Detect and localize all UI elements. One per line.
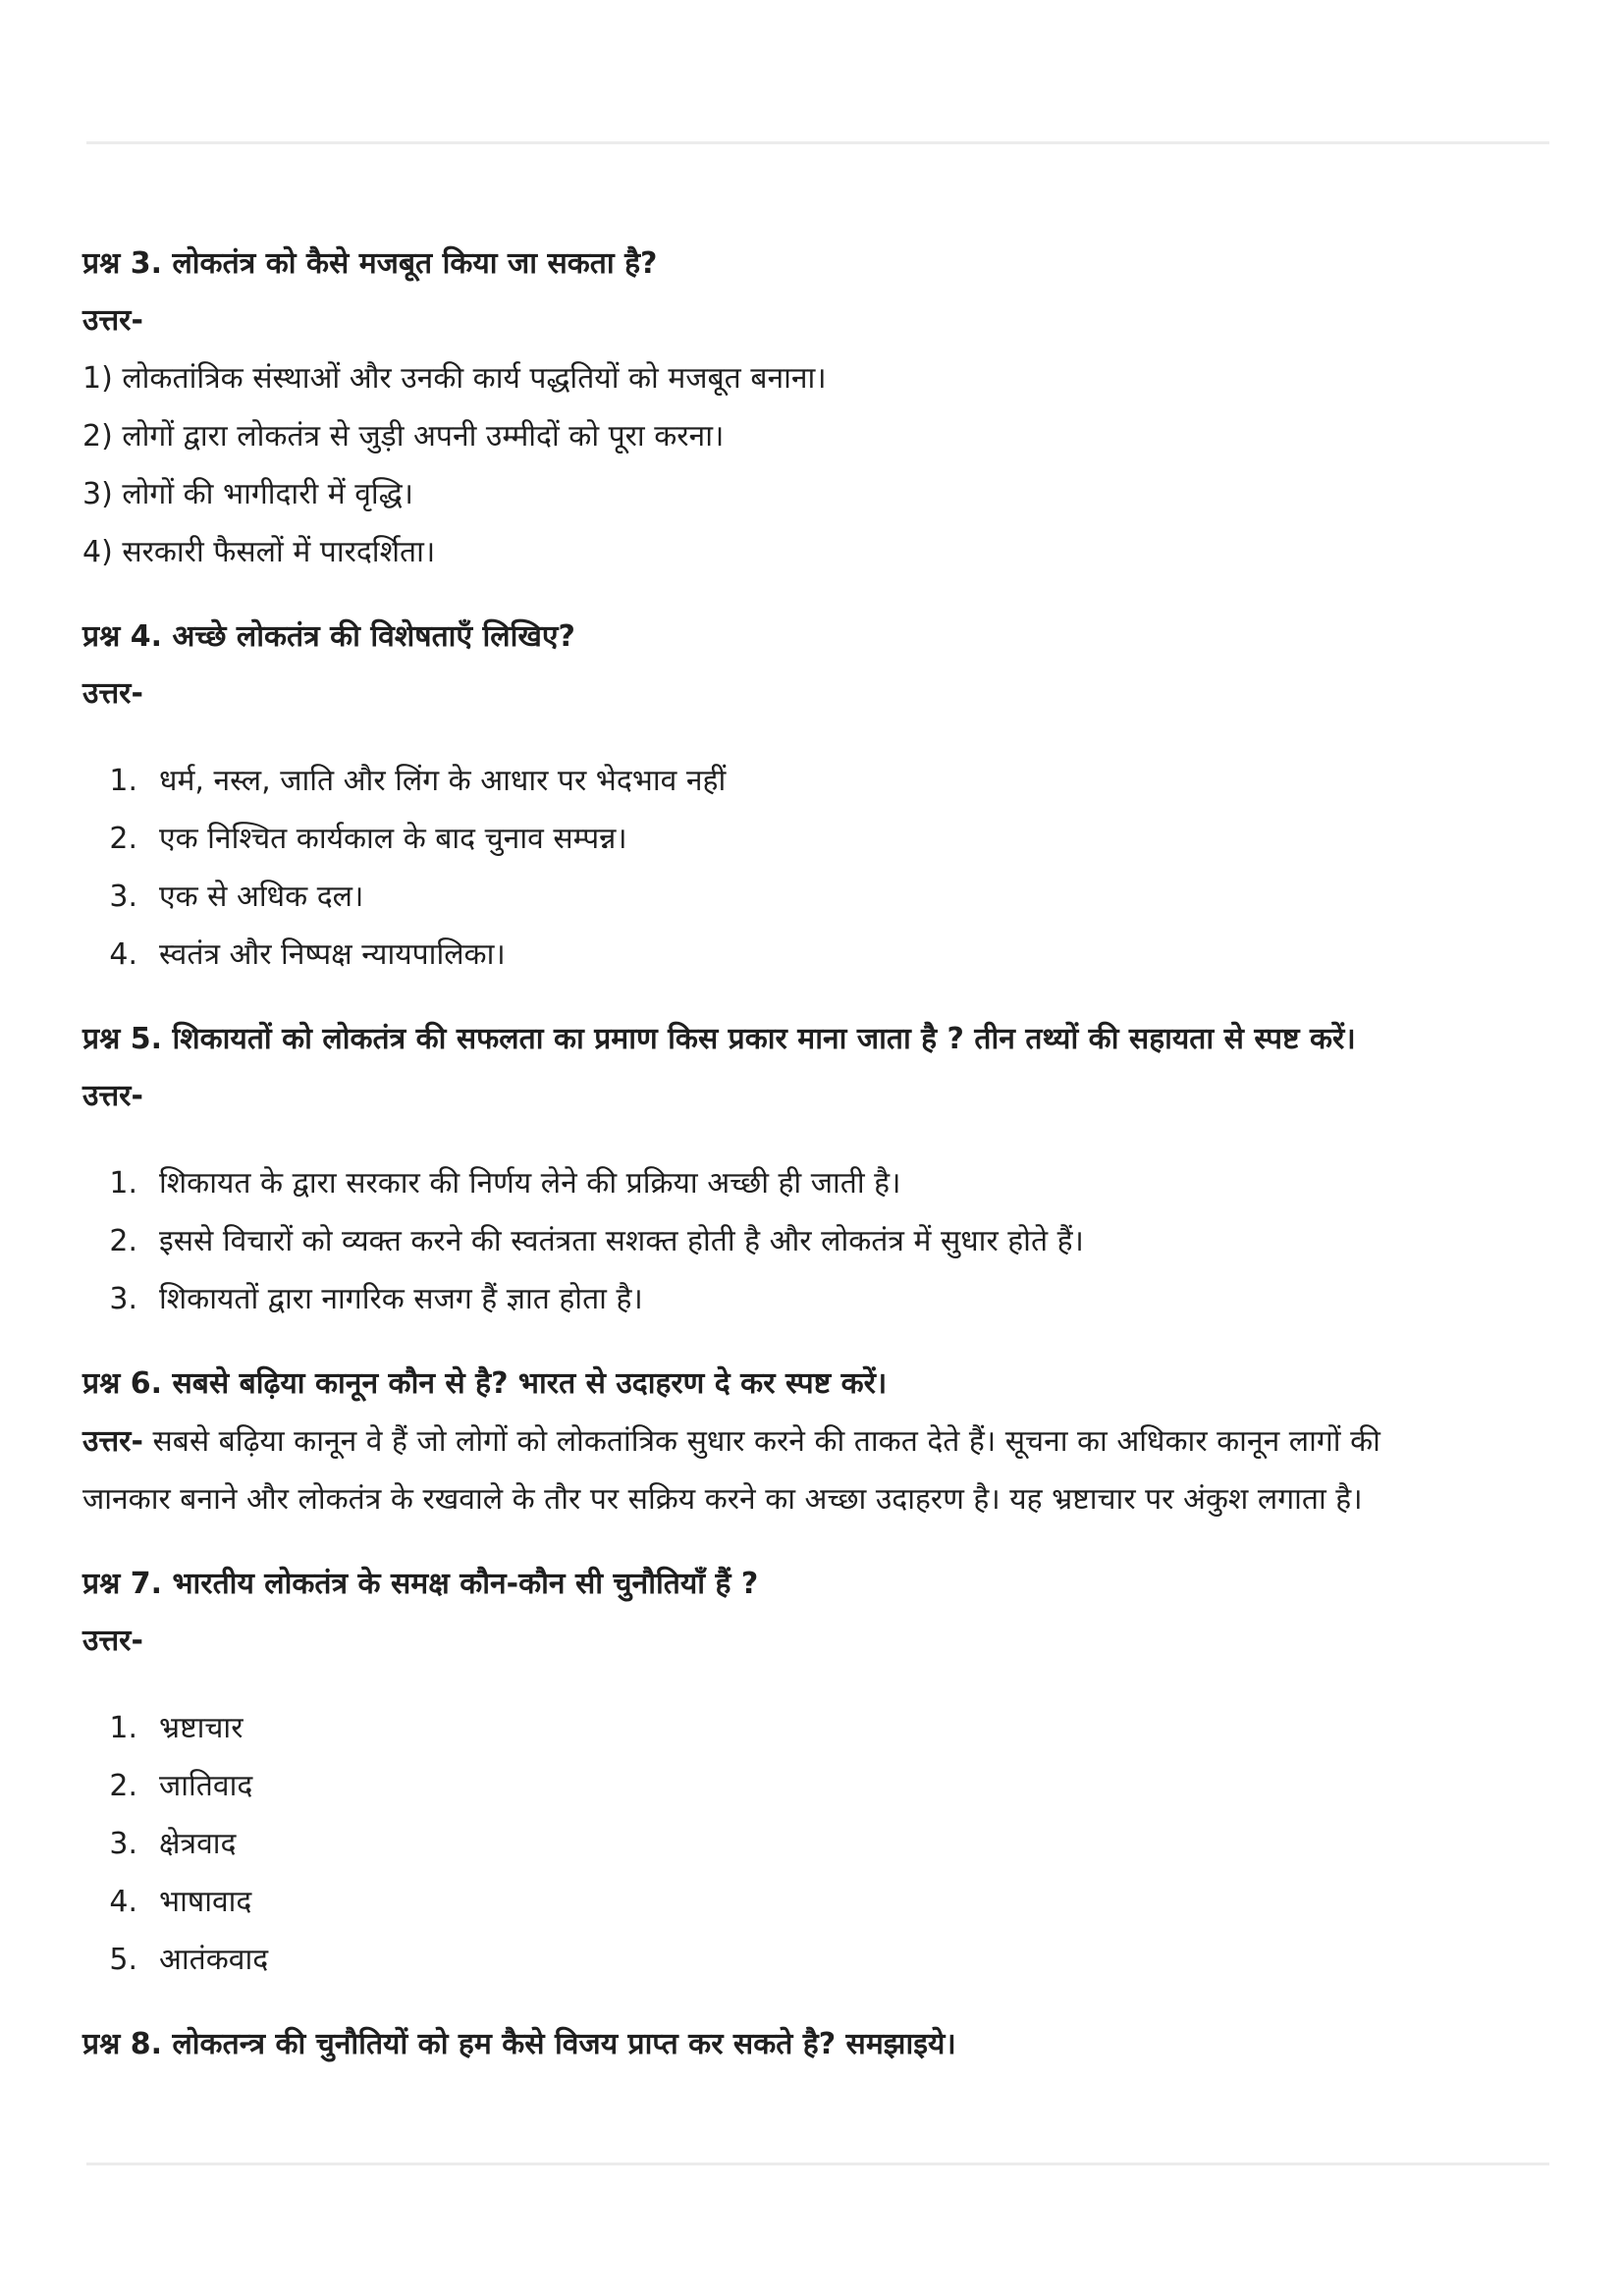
list-item bbox=[82, 1154, 1555, 1212]
answer-7-label: उत्तर- bbox=[82, 1624, 143, 1658]
list-number: 3. bbox=[109, 1282, 137, 1316]
list-text: शिकायतों द्वारा नागरिक सजग हैं ज्ञात होता है। bbox=[159, 1282, 643, 1316]
list-item: 3) लोगों की भागीदारी में वृद्धि। bbox=[82, 477, 414, 511]
answer-3-list bbox=[82, 349, 1555, 581]
list-item bbox=[82, 1815, 1555, 1873]
question-6-heading: प्रश्न 6. सबसे बढ़िया कानून कौन से है? भारत से उदाहरण दे कर स्पष्ट करें। bbox=[82, 1366, 888, 1401]
list-item: 2) लोगों द्वारा लोकतंत्र से जुड़ी अपनी उम्मीदों को पूरा करना। bbox=[82, 419, 725, 454]
list-text: भ्रष्टाचार bbox=[159, 1711, 243, 1745]
question-4-block bbox=[82, 609, 1555, 984]
answer-6-text-line-2: जानकार बनाने और लोकतंत्र के रखवाले के तौर पर सक्रिय करने का अच्छा उदाहरण है। यह भ्रष्टाचार पर अंकुश लगाता है। bbox=[82, 1482, 1363, 1517]
answer-4-list bbox=[82, 752, 1555, 984]
answer-6-text-line-1: सबसे बढ़िया कानून वे हैं जो लोगों को लोकतांत्रिक सुधार करने की ताकत देते हैं। सूचना का अधिकार कानून लागों की bbox=[142, 1424, 1380, 1459]
list-number: 1. bbox=[109, 764, 137, 798]
answer-7-list bbox=[82, 1699, 1555, 1989]
answer-6-paragraph bbox=[82, 1413, 1555, 1470]
list-item bbox=[82, 1270, 1555, 1328]
list-item bbox=[82, 1757, 1555, 1815]
list-number: 1. bbox=[109, 1166, 137, 1201]
list-number: 1. bbox=[109, 1711, 137, 1745]
list-number: 3. bbox=[109, 880, 137, 914]
list-number: 4. bbox=[109, 937, 137, 972]
list-item bbox=[82, 1873, 1555, 1931]
list-item bbox=[82, 1212, 1555, 1270]
list-item: 4) सरकारी फैसलों में पारदर्शिता। bbox=[82, 535, 436, 569]
list-number: 2. bbox=[109, 1224, 137, 1258]
list-text: शिकायत के द्वारा सरकार की निर्णय लेने की प्रक्रिया अच्छी ही जाती है। bbox=[159, 1166, 901, 1201]
question-8-heading: प्रश्न 8. लोकतन्त्र की चुनौतियों को हम कैसे विजय प्राप्त कर सकते है? समझाइये। bbox=[82, 2027, 956, 2061]
question-5-heading: प्रश्न 5. शिकायतों को लोकतंत्र की सफलता का प्रमाण किस प्रकार माना जाता है ? तीन तथ्यों की सहायता से स्पष्ट करें। bbox=[82, 1022, 1356, 1056]
answer-5-label: उत्तर- bbox=[82, 1079, 143, 1113]
answer-3-label: उत्तर- bbox=[82, 303, 143, 338]
list-item: 1) लोकतांत्रिक संस्थाओं और उनकी कार्य पद्धतियों को मजबूत बनाना। bbox=[82, 361, 827, 396]
list-text: स्वतंत्र और निष्पक्ष न्यायपालिका। bbox=[159, 937, 506, 972]
bottom-divider bbox=[86, 2163, 1549, 2165]
page-content bbox=[82, 236, 1555, 2073]
question-3-heading: प्रश्न 3. लोकतंत्र को कैसे मजबूत किया जा सकता है? bbox=[82, 246, 658, 281]
list-number: 2. bbox=[109, 1769, 137, 1803]
list-item bbox=[82, 926, 1555, 984]
question-7-block bbox=[82, 1556, 1555, 1989]
list-number: 5. bbox=[109, 1943, 137, 1977]
question-6-block bbox=[82, 1356, 1555, 1528]
list-text: आतंकवाद bbox=[159, 1943, 269, 1977]
list-text: क्षेत्रवाद bbox=[159, 1827, 237, 1861]
answer-6-label: उत्तर- bbox=[82, 1424, 143, 1459]
list-number: 4. bbox=[109, 1885, 137, 1919]
answer-4-label: उत्तर- bbox=[82, 676, 143, 711]
list-item bbox=[82, 1699, 1555, 1757]
list-number: 2. bbox=[109, 822, 137, 856]
question-8-block bbox=[82, 2016, 1555, 2073]
question-4-heading: प्रश्न 4. अच्छे लोकतंत्र की विशेषताएँ लिखिए? bbox=[82, 619, 575, 654]
list-text: जातिवाद bbox=[159, 1769, 253, 1803]
question-3-block bbox=[82, 236, 1555, 581]
list-item bbox=[82, 810, 1555, 868]
answer-6-paragraph-cont bbox=[82, 1470, 1555, 1528]
question-5-block bbox=[82, 1011, 1555, 1328]
list-item bbox=[82, 752, 1555, 810]
list-number: 3. bbox=[109, 1827, 137, 1861]
list-item bbox=[82, 1931, 1555, 1989]
list-text: धर्म, नस्ल, जाति और लिंग के आधार पर भेदभाव नहीं bbox=[159, 764, 727, 798]
answer-5-list bbox=[82, 1154, 1555, 1328]
list-text: एक से अधिक दल। bbox=[159, 880, 364, 914]
list-text: एक निश्चित कार्यकाल के बाद चुनाव सम्पन्न। bbox=[159, 822, 627, 856]
list-text: भाषावाद bbox=[159, 1885, 252, 1919]
list-item bbox=[82, 868, 1555, 926]
top-divider bbox=[86, 141, 1549, 144]
list-text: इससे विचारों को व्यक्त करने की स्वतंत्रता सशक्त होती है और लोकतंत्र में सुधार होते हैं। bbox=[159, 1224, 1084, 1258]
question-7-heading: प्रश्न 7. भारतीय लोकतंत्र के समक्ष कौन-कौन सी चुनौतियाँ हैं ? bbox=[82, 1567, 759, 1601]
